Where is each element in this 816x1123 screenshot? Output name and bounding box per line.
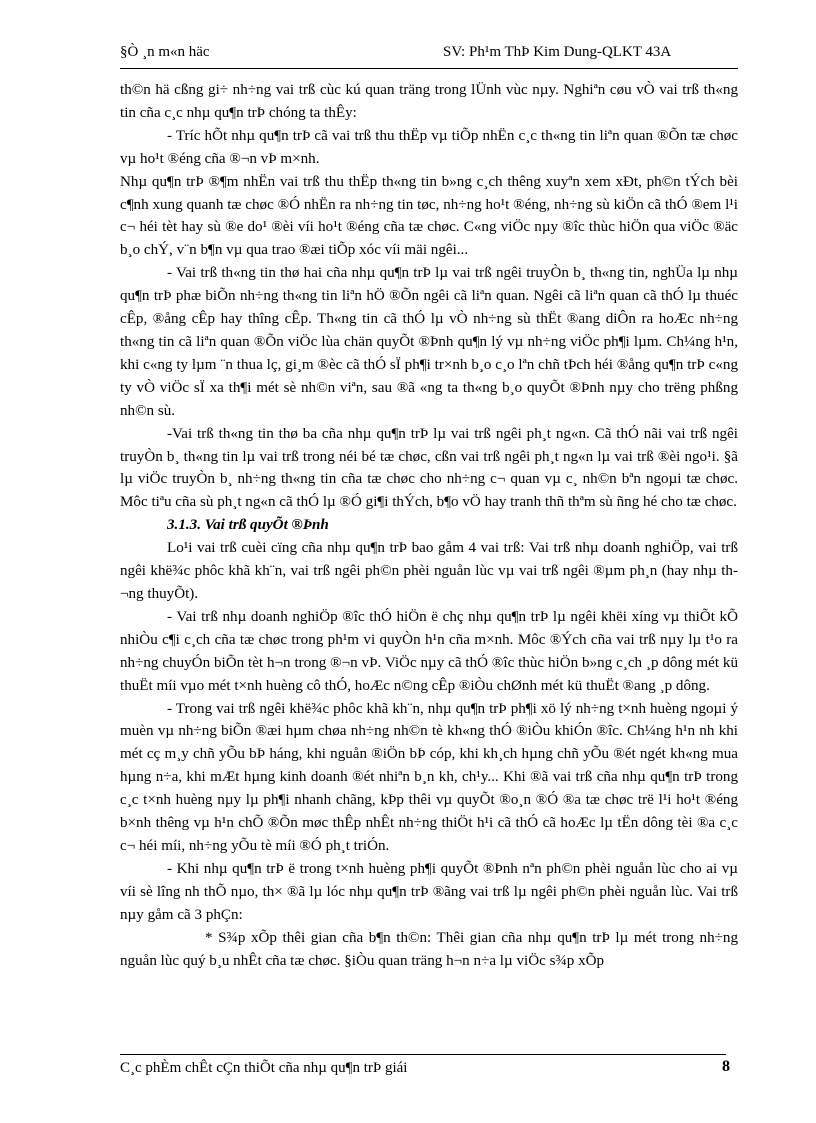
paragraph-8: - Trong vai trß ngêi khë¾c phôc khã kh¨n, nhµ qu¶n trÞ ph¶i xö lý nh÷ng t×nh huèng ngoµi ý muèn vµ nh÷ng biÕn ®æi hµm chøa nh÷ng nh©n tè kh«ng thÓ ®iÒu khiÓn ®îc. Ch¼ng h¹n nh khi mét cç m¸y chñ yÕu bÞ háng, khi nguån ®iÖn bÞ cóp, khi kh¸ch hµng chñ yÕu ®ét ngét kh«ng mua hµng n÷a, khi mÆt hµng kinh doanh ®ét nhiªn b¸n kh, ch¹y... Khi ®ã vai trß cña nhµ qu¶n trÞ trong c¸c t×nh huèng nµy lµ ph¶i nhanh chãng, kÞp thêi vµ quyÕt ®o¸n ®Ó ®a tæ chøc trë l¹i ho¹t ®éng b×nh thêng vµ h¹n chÕ ®Õn møc thÊp nhÊt nh÷ng thiÖt h¹i cã thÓ cã hoÆc lµ tËn dông tèi ®a c¸c c¬ héi míi, nh÷ng yÕu tè míi ®Ó ph¸t triÓn. bbox=[120, 700, 738, 854]
section-heading: 3.1.3. Vai trß quyÕt ®Þnh bbox=[167, 517, 329, 534]
header-rule bbox=[120, 68, 738, 69]
header-right: SV: Ph¹m ThÞ Kim Dung-QLKT 43A bbox=[443, 44, 672, 60]
footer-rule bbox=[120, 1054, 726, 1055]
page-number: 8 bbox=[722, 1058, 730, 1075]
paragraph-1: th©n hä cßng gi÷ nh÷ng vai trß cùc kú quan träng trong lÜnh vùc nµy. Nghiªn cøu vÒ vai trß th«ng tin cña c¸c nhµ qu¶n trÞ chóng ta thÊy: bbox=[120, 82, 738, 121]
header-left: §Ò ¸n m«n häc bbox=[120, 44, 210, 60]
paragraph-4: - Vai trß th«ng tin thø hai cña nhµ qu¶n trÞ lµ vai trß ngêi truyÒn b¸ th«ng tin, nghÜa lµ nhµ qu¶n trÞ phæ biÕn nh÷ng th«ng tin liªn hÖ ®Õn ngêi cã liªn quan. Ngêi cã liªn quan cã thÓ lµ thuéc cÊp, ®ång cÊp hay thîng cÊp. Th«ng tin cã thÓ lµ vÒ nh÷ng sù thËt ®ang diÔn ra hoÆc nh÷ng th«ng tin cã liªn quan ®Õn viÖc lùa chän quyÕt ®Þnh qu¶n lý vµ nh÷ng viÖc ph¶i lµm. Ch¼ng h¹n, khi c«ng ty lµm ¨n thua lç, gi¸m ®èc cã thÓ sÏ ph¶i tr×nh b¸o c¸o lªn chñ tÞch héi ®ång qu¶n trÞ c«ng ty vÒ viÖc sÏ xa th¶i mét sè nh©n viªn, sau ®ã «ng ta th«ng b¸o quyÕt ®Þnh nµy cho trëng phßng nh©n sù. bbox=[120, 265, 738, 419]
paragraph-2: - Tríc hÕt nhµ qu¶n trÞ cã vai trß thu thËp vµ tiÕp nhËn c¸c th«ng tin liªn quan ®Õn tæ chøc vµ ho¹t ®éng cña ®¬n vÞ m×nh. bbox=[120, 127, 738, 167]
paragraph-9: - Khi nhµ qu¶n trÞ ë trong t×nh huèng ph¶i quyÕt ®Þnh nªn ph©n phèi nguån lùc cho ai vµ víi sè lîng nh thÕ nµo, th× ®ã lµ lóc nhµ qu¶n trÞ ®ãng vai trß lµ ngêi ph©n phèi nguån lùc. Vai trß nµy gåm cã 3 phÇn: bbox=[120, 860, 738, 923]
paragraph-7: - Vai trß nhµ doanh nghiÖp ®îc thÓ hiÖn ë chç nhµ qu¶n trÞ lµ ngêi khëi xíng vµ thiÕt kÕ nhiÒu c¶i c¸ch cña tæ chøc trong ph¹m vi quyÒn h¹n cña m×nh. Môc ®Ých cña vai trß nµy lµ t¹o ra nh÷ng chuyÓn biÕn tèt h¬n trong ®¬n vÞ. ViÖc nµy cã thÓ ®îc thùc hiÖn b»ng c¸ch ¸p dông mét kü thuËt míi vµo mét t×nh huèng cô thÓ, hoÆc n©ng cÊp ®iÒu chØnh mét kü thuËt ®ang ¸p dông. bbox=[120, 608, 738, 694]
footer-title: C¸c phÈm chÊt cÇn thiÕt cña nhµ qu¶n trÞ giái bbox=[120, 1060, 408, 1076]
body-text bbox=[120, 79, 738, 972]
paragraph-10: * S¾p xÕp thêi gian cña b¶n th©n: Thêi gian cña nhµ qu¶n trÞ lµ mét trong nh÷ng nguån lùc quý b¸u nhÊt cña tæ chøc. §iÒu quan träng h¬n n÷a lµ viÖc s¾p xÕp bbox=[120, 929, 738, 969]
paragraph-6: Lo¹i vai trß cuèi cïng cña nhµ qu¶n trÞ bao gåm 4 vai trß: Vai trß nhµ doanh nghiÖp, vai trß ngêi khë¾c phôc khã kh¨n, vai trß ngêi ph©n phèi nguån lùc vµ vai trß ngêi ®µm ph¸n (hay nhµ th¬ng thuyÕt). bbox=[120, 540, 738, 603]
paragraph-5: -Vai trß th«ng tin thø ba cña nhµ qu¶n trÞ lµ vai trß ngêi ph¸t ng«n. Cã thÓ nãi vai trß ngêi truyÒn b¸ th«ng tin lµ vai trß trong néi bé tæ chøc, cßn vai trß ngêi ph¸t ng«n lµ vai trß ®èi ngo¹i. §ã lµ viÖc truyÒn b¸ nh÷ng th«ng tin cña tæ chøc cho nh÷ng c¬ quan vµ c¸ nh©n bªn ngoµi tæ chøc. Môc tiªu cña sù ph¸t ng«n cã thÓ lµ ®Ó gi¶i thÝch, b¶o vÖ hay tranh thñ thªm sù ñng hé cho tæ chøc. bbox=[120, 425, 738, 511]
paragraph-3: Nhµ qu¶n trÞ ®¶m nhËn vai trß thu thËp th«ng tin b»ng c¸ch thêng xuyªn xem xÐt, ph©n tÝch bèi c¶nh xung quanh tæ chøc ®Ó nhËn ra nh÷ng tin tøc, nh÷ng ho¹t ®éng, nh÷ng sù kiÖn cã thÓ ®em l¹i c¬ héi tèt hay sù ®e do¹ ®èi víi ho¹t ®éng cña tæ chøc. C«ng viÖc nµy ®îc thùc hiÖn qua viÖc ®äc b¸o chÝ, v¨n b¶n vµ qua trao ®æi tiÕp xóc víi mäi ngêi... bbox=[120, 173, 738, 259]
